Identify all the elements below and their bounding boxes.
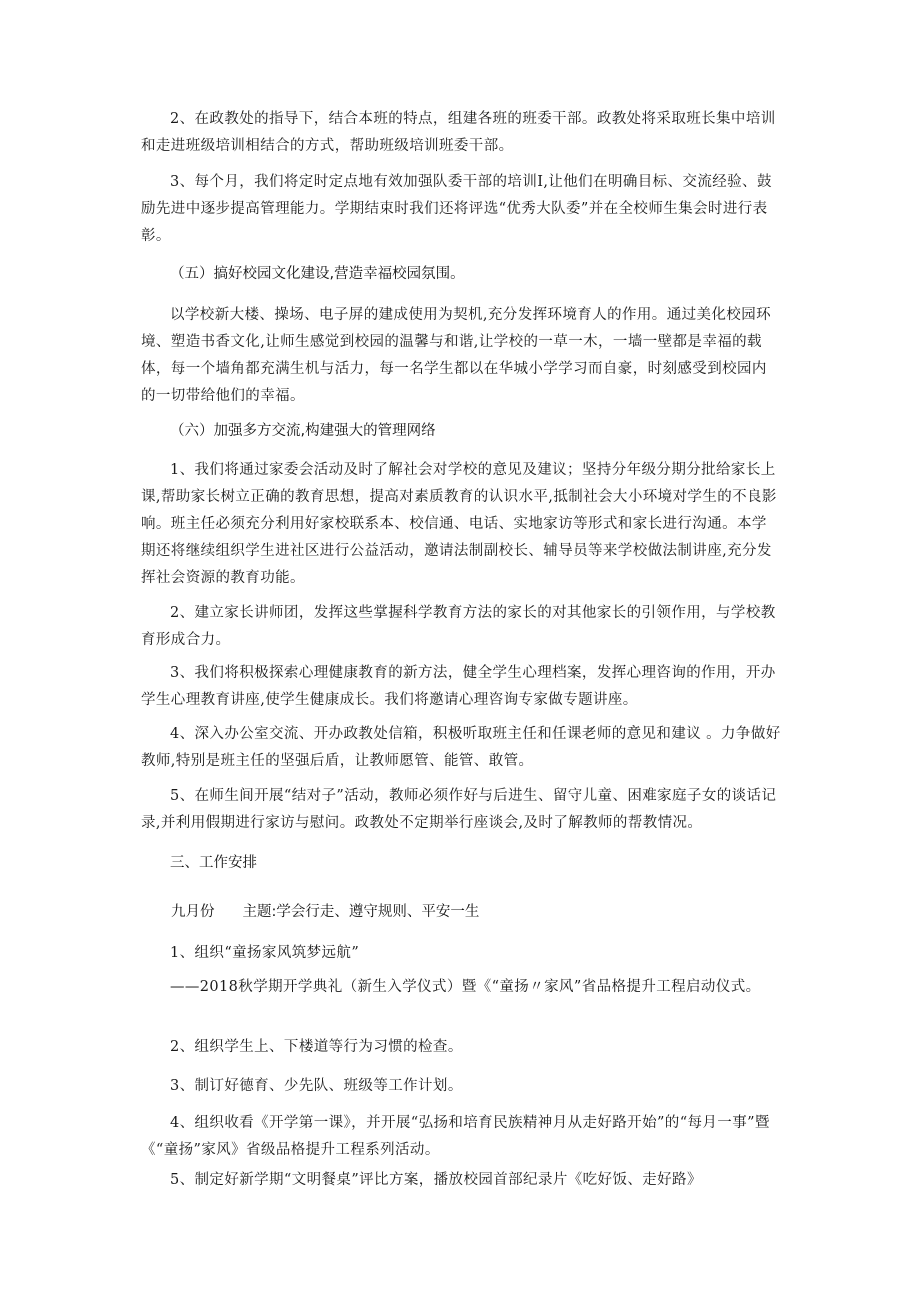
paragraph-team-training: 3、每个月，我们将定时定点地有效加强队委干部的培训Ⅰ,让他们在明确目标、交流经验、鼓励先进中逐步提高管理能力。学期结束时我们还将评选“优秀大队委”并在全校师生集会时进行表彰。 <box>141 174 772 244</box>
section-heading-schedule: 三、工作安排 <box>170 855 257 871</box>
schedule-item-2: 2、组织学生上、下楼道等行为习惯的检查。 <box>170 1039 463 1055</box>
paragraph-parent-committee: 1、我们将通过家委会活动及时了解社会对学校的意见及建议；坚持分年级分期分批给家长上课,帮助家长树立正确的教育思想，提高对素质教育的认识水平,抵制社会大小环境对学生的不良影响。班主任必须充分利用好家校联系本、校信通、电话、实地家访等形式和家长进行沟通。本学期还将继续组织学生进社区进行公益活动，邀请法制副校长、辅导员等来学校做法制讲座,充分发挥社会资源的教育功能。 <box>141 462 777 586</box>
month-label: 九月份 <box>171 904 215 920</box>
section-heading-5: （五）搞好校园文化建设,营造幸福校园氛围。 <box>170 266 465 282</box>
schedule-item-1-detail: ——2018秋学期开学典礼（新生入学仪式）暨《“童扬〃家风”省品格提升工程启动仪式。 <box>170 979 761 995</box>
paragraph-office-exchange: 4、深入办公室交流、开办政教处信箱，积极听取班主任和任课老师的意见和建议 。力争做好教师,特别是班主任的坚强后盾，让教师愿管、能管、敢管。 <box>141 726 781 769</box>
month-theme: 主题:学会行走、遵守规则、平安一生 <box>242 904 480 920</box>
section-heading-6: （六）加强多方交流,构建强大的管理网络 <box>170 423 436 439</box>
schedule-item-3: 3、制订好德育、少先队、班级等工作计划。 <box>170 1078 463 1094</box>
paragraph-parent-lecturers: 2、建立家长讲师团，发挥这些掌握科学教育方法的家长的对其他家长的引领作用，与学校教育形成合力。 <box>141 605 776 648</box>
month-row <box>171 900 771 924</box>
schedule-item-1: 1、组织“童扬家风筑梦远航” <box>170 945 360 961</box>
schedule-item-4: 4、组织收看《开学第一课》，并开展“弘扬和培育民族精神月从走好路开始”的“每月一事”暨《“童扬”家风》省级品格提升工程系列活动。 <box>141 1115 770 1158</box>
paragraph-class-committee: 2、在政教处的指导下，结合本班的特点，组建各班的班委干部。政教处将采取班长集中培训和走进班级培训相结合的方式，帮助班级培训班委干部。 <box>141 111 776 154</box>
paragraph-campus-culture: 以学校新大楼、操场、电子屏的建成使用为契机,充分发挥环境育人的作用。通过美化校园环境、塑造书香文化,让师生感觉到校园的温馨与和谐,让学校的一草一木，一墙一壁都是幸福的载体，每一个墙角都充满生机与活力，每一名学生都以在华城小学学习而自豪，时刻感受到校园内的一切带给他们的幸福。 <box>141 307 772 404</box>
paragraph-mental-health: 3、我们将积极探索心理健康教育的新方法，健全学生心理档案，发挥心理咨询的作用，开办学生心理教育讲座,使学生健康成长。我们将邀请心理咨询专家做专题讲座。 <box>141 665 776 708</box>
schedule-item-5: 5、制定好新学期“文明餐桌”评比方案，播放校园首部纪录片《吃好饭、走好路》 <box>170 1172 702 1188</box>
paragraph-pairing-activity: 5、在师生间开展“结对子”活动，教师必须作好与后进生、留守儿童、困难家庭子女的谈话记录,并利用假期进行家访与慰问。政教处不定期举行座谈会,及时了解教师的帮教情况。 <box>141 788 777 831</box>
